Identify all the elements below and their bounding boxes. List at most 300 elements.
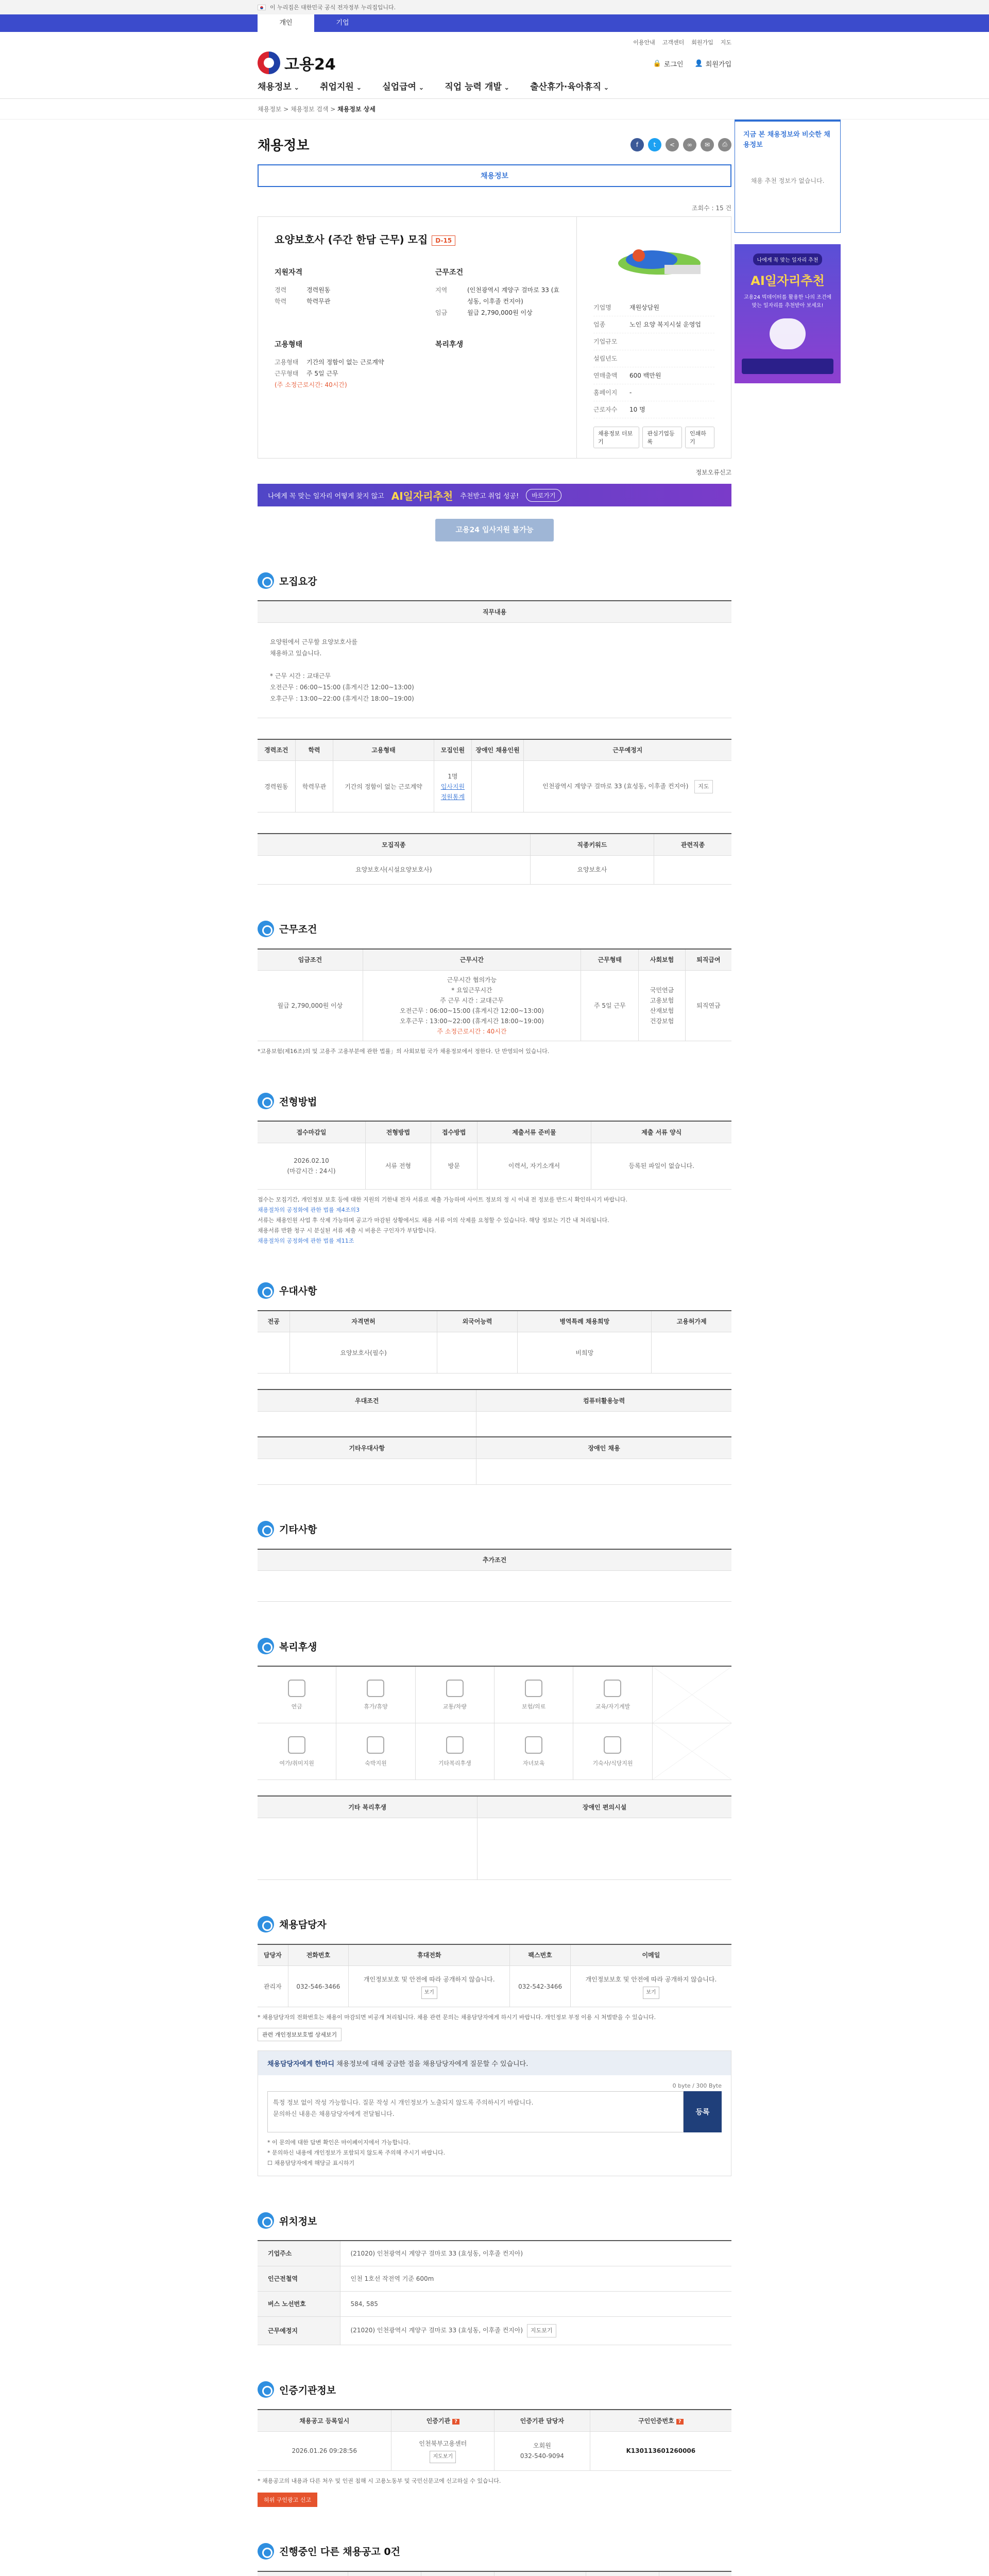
- ai-desc: 고용24 빅데이터를 활용한 나의 조건에 맞는 일자리를 추천받아 보세요!: [743, 295, 832, 309]
- col-header: 외국어능력: [437, 1311, 518, 1332]
- desc-line: 요양원에서 근무할 요양보호사를: [270, 638, 357, 646]
- col-header: 제출서류 준비물: [477, 1121, 591, 1143]
- cell: [258, 1818, 478, 1879]
- cell-time: [363, 971, 581, 1041]
- col-header: 모집직종: [258, 834, 530, 855]
- info-icon[interactable]: ?: [452, 2419, 459, 2425]
- cell: 요양보호사(시설요양보호사): [258, 855, 530, 884]
- table-row: [258, 1571, 731, 1602]
- method-note-link[interactable]: 채용절차의 공정화에 관한 법률 제4조의3: [258, 1206, 360, 1213]
- type-note: (주 소정근로시간: 40시간): [275, 381, 347, 388]
- welfare-label: 보험/의료: [522, 1703, 546, 1710]
- page-title: 채용정보: [258, 138, 310, 154]
- childcare-icon: [525, 1736, 542, 1754]
- pension-icon: [288, 1680, 305, 1697]
- ad-go-button[interactable]: 바로가기: [526, 489, 561, 502]
- robot-icon: [770, 318, 806, 349]
- col-header: [258, 2571, 348, 2576]
- col-header: [659, 2571, 731, 2576]
- section-icon: [258, 2212, 274, 2229]
- lock-icon: 🔒: [653, 60, 661, 67]
- cell: [258, 1571, 731, 1602]
- gnb: [258, 79, 609, 92]
- col-header: 제출 서류 양식: [591, 1121, 731, 1143]
- welfare-item: [494, 1723, 573, 1780]
- method-note-link[interactable]: 채용절차의 공정화에 관한 법률 제11조: [258, 1237, 354, 1244]
- similar-jobs-box: [735, 120, 841, 233]
- apply-link[interactable]: 입사지원: [440, 783, 465, 790]
- chat-title: 채용담당자에게 한마디: [267, 2060, 335, 2068]
- facebook-icon[interactable]: f: [630, 138, 644, 151]
- util-link[interactable]: 회원가입: [691, 39, 713, 46]
- col-header: 근무예정지: [523, 739, 731, 761]
- content: [258, 135, 731, 2576]
- tab-job-info[interactable]: 채용정보: [258, 164, 731, 187]
- loc-value: (21020) 인천광역시 계양구 걸마로 33 (효성동, 이후졸 컨지아): [340, 2241, 731, 2266]
- view-mobile-button[interactable]: 보기: [421, 1987, 437, 1999]
- kv-key: 임금: [435, 309, 448, 316]
- table-row: [258, 1411, 731, 1437]
- insurance-item: 국민연금: [650, 987, 674, 994]
- favorite-company-button[interactable]: 관심기업등록: [642, 427, 682, 448]
- table-row: [258, 1818, 731, 1879]
- korea-flag-icon: [258, 5, 266, 10]
- info-icon[interactable]: ?: [676, 2419, 684, 2425]
- logo[interactable]: [258, 52, 336, 74]
- education-icon: [604, 1680, 621, 1697]
- time-line: 근무시간 협의가능: [447, 976, 497, 984]
- col-header: 병역특례 채용희망: [518, 1311, 652, 1332]
- method-note: 접수는 모집기간, 개인정보 보호 등에 대한 지원의 기한내 전자 서류로 제출 가능하며 사이트 정보의 정 시 이내 전 정보를 반드시 확인하시기 바랍니다.: [258, 1196, 627, 1203]
- welfare-label: 자녀보육: [522, 1759, 545, 1767]
- desc-line: 채용하고 있습니다.: [270, 649, 322, 657]
- chat-textarea[interactable]: [267, 2091, 684, 2132]
- col-header: 기타 복리후생: [258, 1796, 478, 1818]
- cell: 요양보호사(필수): [290, 1332, 437, 1374]
- print-button[interactable]: 인쇄하기: [685, 427, 714, 448]
- desc-line: 오후근무 : 13:00~22:00 (휴게시간 18:00~19:00): [270, 694, 414, 702]
- corp-key: 설립년도: [593, 355, 618, 362]
- breadcrumb-item[interactable]: 채용정보 검색: [291, 106, 329, 113]
- col-header: 우대조건: [258, 1389, 476, 1411]
- kv-key: 지역: [435, 286, 448, 294]
- others-table: [258, 2571, 731, 2576]
- manager-table: [258, 1944, 731, 2008]
- col-header-text: 구인인증번호: [638, 2417, 674, 2425]
- cell: 관리자: [258, 1966, 288, 2007]
- kv-key: 고용형태: [275, 359, 299, 366]
- breadcrumb-item[interactable]: 채용정보: [258, 106, 282, 113]
- loc-value: 인천 1호선 작전역 기준 600m: [340, 2266, 731, 2292]
- kv-value: 학력무관: [306, 298, 331, 305]
- mobile-text: 개인정보보호 및 안전에 따라 공개하지 않습니다.: [363, 1975, 495, 1983]
- table-row: [258, 1143, 731, 1189]
- cell: [258, 1459, 476, 1484]
- col-header: [348, 2571, 421, 2576]
- ai-title: AI일자리추천: [751, 274, 825, 288]
- section-icon: [258, 1638, 274, 1654]
- join-label: 회원가입: [705, 61, 731, 69]
- time-line: 오후근무 : 13:00~22:00 (휴게시간 18:00~19:00): [400, 1018, 544, 1025]
- cell: [654, 855, 731, 884]
- col-header: 직종키워드: [530, 834, 654, 855]
- work-heading: 근무조건: [435, 268, 464, 277]
- col-header: 고용허가제: [652, 1311, 731, 1332]
- section-recruit: [258, 572, 731, 885]
- section-cert: [258, 2381, 731, 2507]
- corp-value: -: [629, 389, 632, 396]
- dormitory-icon: [604, 1736, 621, 1754]
- col-header: 장애인 편의시설: [478, 1796, 731, 1818]
- location-text: 인천광역시 계양구 걸마로 33 (효성동, 이후졸 컨지아): [542, 782, 689, 790]
- gnb-item[interactable]: 출산휴가·육아휴직 ⌄: [530, 79, 609, 92]
- agency-map-button[interactable]: 지도보기: [430, 2451, 456, 2463]
- table-row: [258, 2241, 731, 2266]
- mail-icon[interactable]: ✉: [701, 138, 714, 151]
- ad-text2: 추천받고 취업 성공!: [460, 492, 519, 500]
- col-header: [391, 2410, 494, 2431]
- loc-key: 인근전철역: [258, 2266, 340, 2292]
- util-link[interactable]: 고객센터: [662, 39, 685, 46]
- cell: 비희망: [518, 1332, 652, 1374]
- dday-badge: D-15: [432, 235, 455, 246]
- welfare-label: 교통/차량: [442, 1703, 467, 1710]
- section-title: 채용담당자: [279, 1919, 327, 1930]
- welfare-label: 숙박지원: [365, 1759, 387, 1767]
- medical-icon: [525, 1680, 542, 1697]
- breadcrumb-current: 채용정보 상세: [337, 106, 376, 113]
- cell: 퇴직연금: [685, 971, 731, 1041]
- section-title: 근무조건: [279, 924, 317, 935]
- chat-check[interactable]: ☐ 채용담당자에게 해당글 표시하기: [267, 2160, 355, 2166]
- section-title: 기타사항: [279, 1524, 317, 1535]
- section-icon: [258, 2543, 274, 2560]
- gnb-item[interactable]: 직업 능력 개발 ⌄: [445, 79, 509, 92]
- col-header: 접수마감일: [258, 1121, 365, 1143]
- cell-headcount: [434, 761, 472, 812]
- col-header: 전형방법: [365, 1121, 431, 1143]
- loc-value-cell: [340, 2317, 731, 2345]
- recruit-table2: [258, 833, 731, 885]
- section-title: 진행중인 다른 채용공고 0건: [279, 2546, 400, 2557]
- share-icons: [630, 138, 731, 151]
- corp-key: 기업규모: [593, 338, 618, 345]
- cell: 기간의 정함이 없는 근로계약: [333, 761, 434, 812]
- section-others: [258, 2543, 731, 2576]
- join-button[interactable]: [695, 59, 731, 69]
- time-line: 주 근무 시간 : 교대근무: [440, 997, 504, 1004]
- section-title: 위치정보: [279, 2215, 317, 2227]
- corp-key: 업종: [593, 321, 606, 328]
- job-title: [275, 231, 560, 246]
- welfare-item: [494, 1667, 573, 1723]
- kv-value: 경력원동: [306, 286, 331, 294]
- col-header: 전화번호: [288, 1944, 349, 1966]
- section-title: 인증기관정보: [279, 2384, 336, 2396]
- agency-name: 인천북부고용센터: [419, 2440, 467, 2447]
- insurance-item: 고용보험: [650, 997, 674, 1004]
- more-jobs-button[interactable]: 채용정보 더보기: [593, 427, 639, 448]
- col-header: 장애인 채용인원: [472, 739, 523, 761]
- table-row: [258, 855, 731, 884]
- placeholder-line: 문의하신 내용은 채용담당자에게 전달됩니다.: [273, 2110, 395, 2117]
- cell: 032-546-3466: [288, 1966, 349, 2007]
- placeholder-line: 특정 정보 없이 작성 가능합니다. 질문 작성 시 개인정보가 노출되지 않도록 주의하시기 바랍니다.: [273, 2099, 534, 2106]
- section-title: 우대사항: [279, 1285, 317, 1297]
- table-row: [258, 1332, 731, 1374]
- company-logo: [593, 232, 714, 289]
- chat-box: [258, 2050, 731, 2176]
- ai-pill: 나에게 꼭 맞는 일자리 추천: [753, 253, 823, 265]
- col-header: 추가조건: [258, 1549, 731, 1571]
- tab-individual[interactable]: 개인: [258, 14, 314, 32]
- section-pref: [258, 1282, 731, 1485]
- table-row: [258, 2431, 731, 2470]
- loc-key: 기업주소: [258, 2241, 340, 2266]
- chat-check-label: 채용담당자에게 해당글 표시하기: [274, 2160, 355, 2166]
- section-icon: [258, 1916, 274, 1933]
- util-link[interactable]: 이용안내: [633, 39, 655, 46]
- privacy-law-button[interactable]: 관련 개인정보보호법 상세보기: [258, 2028, 342, 2041]
- col-header: 장애인 채용: [476, 1437, 731, 1459]
- col-header: 관련직종: [654, 834, 731, 855]
- loc-key: 버스 노선번호: [258, 2292, 340, 2317]
- col-header: 기타우대사항: [258, 1437, 476, 1459]
- col-header: 컴퓨터활용능력: [476, 1389, 731, 1411]
- col-header: 경력조건: [258, 739, 295, 761]
- work-table: [258, 948, 731, 1042]
- welfare-item: [336, 1667, 415, 1723]
- send-button[interactable]: 등록: [684, 2091, 722, 2132]
- location-table: [258, 2240, 731, 2345]
- recruit-table: [258, 739, 731, 813]
- cell: [478, 1818, 731, 1879]
- kv-value: 월급 2,790,000원 이상: [467, 309, 533, 316]
- col-header: [494, 2571, 586, 2576]
- time-line: * 요일근무시간: [451, 987, 492, 994]
- cert-note: * 채용공고의 내용과 다른 처우 및 인권 침해 시 고용노동부 및 국민신문고에 신고하실 수 있습니다.: [258, 2477, 501, 2484]
- gov-banner: [0, 0, 989, 14]
- tab-company[interactable]: 기업: [336, 19, 349, 27]
- welfare-item: [336, 1723, 415, 1780]
- manager-note: * 채용담당자의 전화번호는 채용이 마감되면 비공개 처리됩니다. 채용 관련 문의는 채용담당자에게 하시기 바랍니다. 개인정보 부정 이용 시 처벌받을 수 있습니다.: [258, 2014, 656, 2021]
- corp-value: 10 명: [629, 406, 645, 413]
- similar-jobs-title: 지금 본 채용정보와 비슷한 채용정보: [743, 131, 830, 149]
- share-icon[interactable]: <: [666, 138, 679, 151]
- cell: [652, 1332, 731, 1374]
- method-table: [258, 1121, 731, 1190]
- col-header: [586, 2571, 659, 2576]
- cell: [472, 761, 523, 812]
- report-fake-ad-button[interactable]: 허위 구인광고 신고: [258, 2493, 317, 2507]
- col-header: 근무시간: [363, 949, 581, 971]
- time-note-hours: 40시간: [487, 1028, 507, 1035]
- time-note-label: 주 소정근로시간 :: [437, 1028, 485, 1035]
- desc-line: [270, 659, 719, 670]
- col-header: 퇴직급여: [685, 949, 731, 971]
- section-icon: [258, 1521, 274, 1537]
- corp-value: 노인 요양 복지시설 운영업: [629, 321, 701, 328]
- chat-note: * 이 문의에 대한 답변 확인은 마이페이지에서 가능합니다.: [267, 2139, 411, 2146]
- loc-key: 근무예정지: [258, 2317, 340, 2345]
- section-icon: [258, 572, 274, 589]
- welfare-empty: [653, 1667, 731, 1723]
- desc-line: 오전근무 : 06:00~15:00 (휴게시간 12:00~13:00): [270, 683, 414, 691]
- cell: 등록된 파일이 없습니다.: [591, 1143, 731, 1189]
- welfare-label: 교육/자기계발: [595, 1703, 630, 1710]
- view-count: 조회수 : 15 건: [691, 205, 731, 212]
- deadline-date: 2026.02.10: [294, 1157, 329, 1164]
- table-row: [258, 2266, 731, 2292]
- cell-location: [523, 761, 731, 812]
- job-summary: [258, 216, 731, 459]
- section-method: [258, 1093, 731, 1246]
- cell: [258, 1411, 476, 1437]
- ai-ad-banner[interactable]: [258, 484, 731, 506]
- map-view-button[interactable]: 지도보기: [527, 2324, 556, 2337]
- cell: 서류 전형: [365, 1143, 431, 1189]
- welfare-label: 기타복리후생: [438, 1759, 471, 1767]
- corp-key: 연매출액: [593, 372, 618, 379]
- col-header: 고용형태: [333, 739, 434, 761]
- report-error-link[interactable]: 정보오류신고: [695, 469, 731, 476]
- table-row: [258, 2317, 731, 2345]
- welfare-item: [416, 1723, 494, 1780]
- welfare-label: 여가/취미지원: [279, 1759, 314, 1767]
- section-etc: [258, 1521, 731, 1602]
- welfare-item: [573, 1723, 652, 1780]
- col-header: 사회보험: [639, 949, 685, 971]
- cell: 요양보호사: [530, 855, 654, 884]
- util-link[interactable]: 지도: [720, 39, 731, 46]
- cell: [258, 1332, 290, 1374]
- stats-link[interactable]: 정원통계: [440, 793, 465, 801]
- table-row: [258, 2292, 731, 2317]
- col-header: 자격면허: [290, 1311, 437, 1332]
- cell: 경력원동: [258, 761, 295, 812]
- section-work: [258, 921, 731, 1057]
- map-button[interactable]: 지도: [694, 780, 712, 793]
- cell-mobile: [349, 1966, 510, 2007]
- welfare-grid: [258, 1666, 731, 1780]
- corp-key: 홈페이지: [593, 389, 618, 396]
- util-links: [633, 38, 731, 46]
- col-header: 휴대전화: [349, 1944, 510, 1966]
- qual-heading: 지원자격: [275, 268, 303, 277]
- welfare-label: 휴가/휴양: [364, 1703, 388, 1710]
- apply-button[interactable]: 고용24 입사지원 불가능: [435, 519, 554, 541]
- section-manager: [258, 1916, 731, 2177]
- col-header: 접수방법: [431, 1121, 477, 1143]
- cell: 이력서, 자기소개서: [477, 1143, 591, 1189]
- welfare-table: [258, 1795, 731, 1880]
- table-row: [258, 1459, 731, 1484]
- gnb-item[interactable]: 취업지원 ⌄: [320, 79, 362, 92]
- section-title: 모집요강: [279, 575, 317, 587]
- cell: [437, 1332, 518, 1374]
- gnb-item[interactable]: 채용정보 ⌄: [258, 79, 299, 92]
- kv-value: 기간의 정함이 없는 근로계약: [306, 359, 384, 366]
- user-icon: 👤: [694, 60, 703, 67]
- welfare-item: [258, 1723, 336, 1780]
- kv-key: 근무형태: [275, 370, 299, 377]
- time-line: 오전근무 : 06:00~15:00 (휴게시간 12:00~13:00): [400, 1007, 544, 1014]
- car-icon: [446, 1680, 464, 1697]
- cell: 2026.01.26 09:28:56: [258, 2431, 391, 2470]
- job-description: [258, 623, 731, 718]
- col-header: 채용공고 등록일시: [258, 2410, 391, 2431]
- col-header: [590, 2410, 731, 2431]
- col-header: [421, 2571, 494, 2576]
- col-header: 근무형태: [581, 949, 639, 971]
- login-button[interactable]: [653, 59, 684, 69]
- pref-table: [258, 1310, 731, 1374]
- cert-table: [258, 2409, 731, 2471]
- ai-recommend-banner[interactable]: [735, 244, 841, 383]
- cell-deadline: [258, 1143, 365, 1189]
- insurance-item: 산재보험: [650, 1007, 674, 1014]
- side-panel: [735, 120, 841, 383]
- cell-wage: 월급 2,790,000원 이상: [258, 971, 363, 1041]
- logo-mark-icon: [258, 52, 280, 74]
- similar-jobs-empty: 채용 추천 정보가 없습니다.: [751, 177, 825, 184]
- etc-welfare-icon: [446, 1736, 464, 1754]
- col-header: 직무내용: [258, 601, 731, 622]
- cell-email: [570, 1966, 731, 2007]
- gnb-item[interactable]: 실업급여 ⌄: [382, 79, 424, 92]
- ai-bar: [742, 359, 833, 374]
- chat-desc: 채용정보에 대해 궁금한 점을 채용담당자에게 질문할 수 있습니다.: [336, 2060, 528, 2068]
- cell: [476, 1411, 731, 1437]
- kv-value: 주 5일 근무: [306, 370, 338, 377]
- section-icon: [258, 2381, 274, 2398]
- work-note: *고용보험(제16조)의 및 고용주 고용부분에 관한 법률」의 사회보험 국가 채용정보에서 정한다. 단 반영되어 있습니다.: [258, 1048, 550, 1055]
- gov-banner-text: 이 누리집은 대한민국 공식 전자정부 누리집입니다.: [270, 4, 396, 11]
- section-icon: [258, 1093, 274, 1109]
- breadcrumb: 채용정보 > 채용정보 검색 > 채용정보 상세: [0, 99, 989, 120]
- loc-value: 584, 585: [340, 2292, 731, 2317]
- welfare-item: [416, 1667, 494, 1723]
- insurance-item: 건강보험: [650, 1018, 674, 1025]
- cell: 방문: [431, 1143, 477, 1189]
- table-row: [258, 1966, 731, 2007]
- section-welfare: [258, 1638, 731, 1880]
- recruit-desc-table: [258, 600, 731, 623]
- section-title: 복리후생: [279, 1641, 317, 1653]
- cell: 032-542-3466: [510, 1966, 571, 2007]
- col-header: 임금조건: [258, 949, 363, 971]
- welfare-item: [258, 1667, 336, 1723]
- print-icon[interactable]: ⎙: [718, 138, 731, 151]
- kv-value: (인천광역시 계양구 걸마로 33 (효성동, 이후졸 컨지아): [467, 286, 559, 305]
- corp-value: 재원상담원: [629, 304, 659, 311]
- job-title-text: 요양보호사 (주간 한담 근무) 모집: [275, 233, 428, 246]
- byte-counter: 0 byte / 300 Byte: [672, 2082, 722, 2089]
- cell: 주 5일 근무: [581, 971, 639, 1041]
- vacation-icon: [367, 1680, 384, 1697]
- col-header-text: 인증기관: [426, 2417, 451, 2425]
- ad-ai-text: AI일자리추천: [391, 489, 453, 502]
- twitter-icon[interactable]: t: [648, 138, 661, 151]
- house-icon: [367, 1736, 384, 1754]
- type-heading: 고용형태: [275, 341, 303, 349]
- welfare-empty: [653, 1723, 731, 1780]
- login-label: 로그인: [663, 61, 684, 69]
- loc-value: (21020) 인천광역시 계양구 걸마로 33 (효성동, 이후졸 컨지아): [350, 2327, 523, 2334]
- link-icon[interactable]: ∞: [683, 138, 696, 151]
- view-email-button[interactable]: 보기: [643, 1987, 659, 1999]
- corp-key: 기업명: [593, 304, 611, 311]
